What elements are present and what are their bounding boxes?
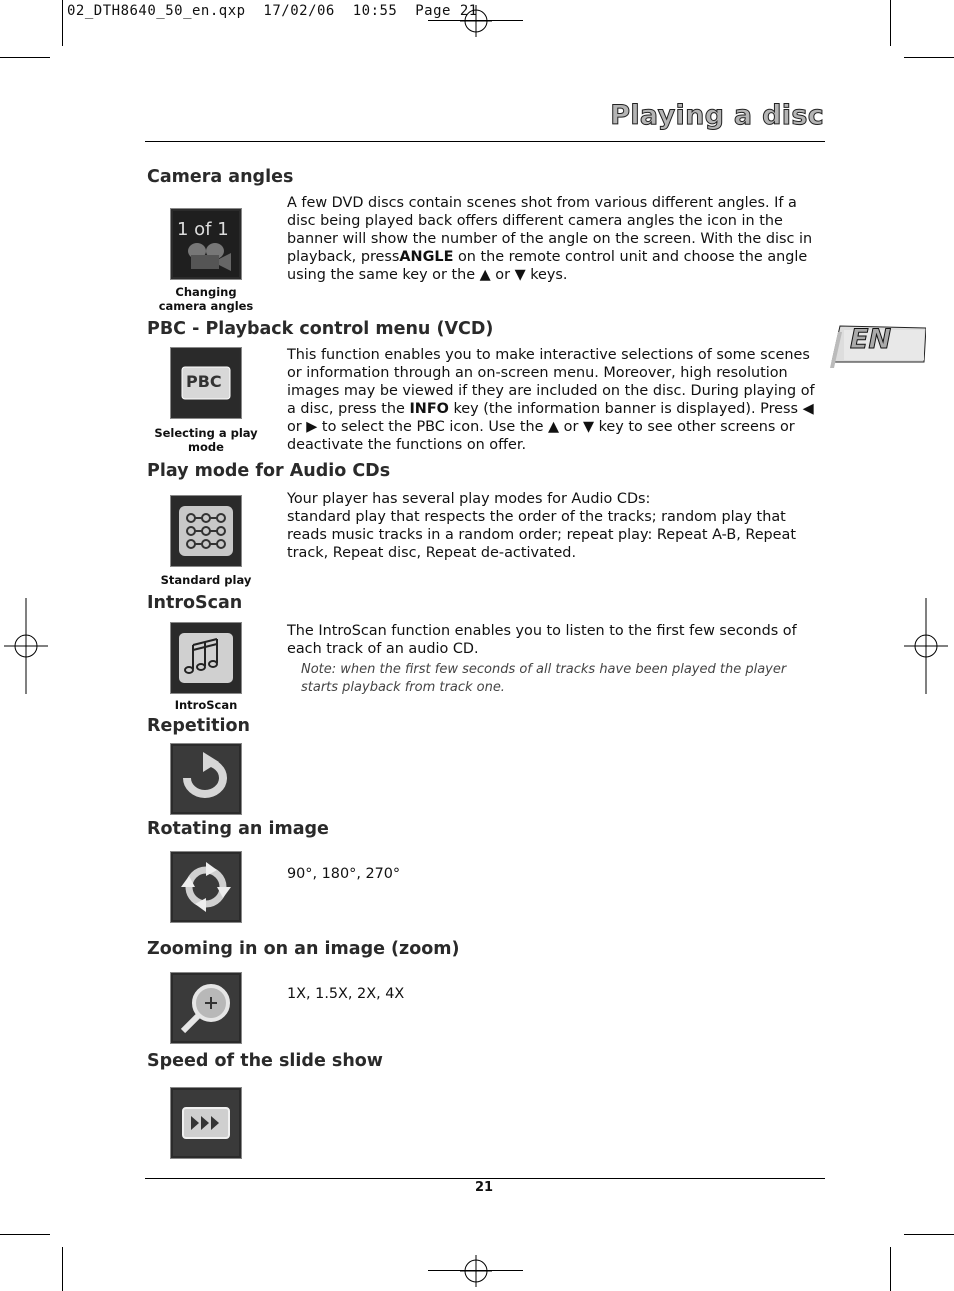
crop-mark: [0, 57, 50, 58]
introscan-text: The IntroScan function enables you to listen to the first few seconds of each track of an audio CD.: [287, 623, 797, 657]
registration-mark-left: [4, 598, 48, 694]
playmode-heading: Play mode for Audio CDs: [147, 461, 391, 481]
introscan-heading: IntroScan: [147, 593, 243, 613]
footer-rule: [145, 1178, 825, 1179]
crop-mark: [890, 0, 891, 46]
music-notes-icon: [170, 622, 242, 694]
camera-body-1: A few DVD discs contain scenes shot from various different angles. If a disc being played back offers different camera angles the icon in the banner will show the number of the angle on the screen. With the disc in playback, press: [287, 195, 813, 265]
standard-play-icon: [170, 495, 242, 567]
registration-mark-right: [904, 598, 948, 694]
camera-angles-caption: Changing camera angles: [158, 285, 254, 313]
rotate-heading: Rotating an image: [147, 819, 329, 839]
title-rule: [145, 141, 825, 142]
repeat-icon: [170, 743, 242, 815]
crop-mark: [62, 1247, 63, 1291]
crop-mark: [890, 1247, 891, 1291]
zoom-heading: Zooming in on an image (zoom): [147, 939, 460, 959]
slideshow-heading: Speed of the slide show: [147, 1051, 383, 1071]
pbc-body-1: This function enables you to make interactive selections of some scenes or information through an on-screen menu. Moreover, high resolution images may be viewed if they are included on the disc. During playing of a disc, press the: [287, 347, 815, 417]
camera-body-2: on the remote control unit and choose the angle using the same key or the ▲ or ▼ keys.: [287, 249, 808, 283]
camera-angle-icon-text: 1 of 1: [177, 219, 229, 240]
page-number: 21: [475, 1180, 494, 1195]
pbc-caption: Selecting a play mode: [154, 426, 258, 454]
pbc-text: [287, 346, 827, 454]
rotate-icon: [170, 851, 242, 923]
playmode-text: [287, 490, 827, 562]
registration-mark-top: [460, 5, 492, 37]
fast-forward-icon: [170, 1087, 242, 1159]
page-title: Playing a disc: [610, 100, 824, 131]
pbc-heading: PBC - Playback control menu (VCD): [147, 319, 494, 339]
introscan-note: Note: when the first few seconds of all tracks have been played the player starts playback from track one.: [301, 662, 787, 695]
crop-mark: [62, 0, 63, 46]
zoom-values: 1X, 1.5X, 2X, 4X: [287, 986, 405, 1002]
camera-angles-text: [287, 194, 827, 284]
angle-key: ANGLE: [399, 249, 454, 265]
pbc-icon-text: PBC: [186, 372, 222, 391]
registration-mark-bottom: [460, 1255, 492, 1287]
crop-mark: [904, 1234, 954, 1235]
playmode-body-line1: Your player has several play modes for Audio CDs:: [287, 491, 651, 507]
info-key: INFO: [409, 401, 449, 417]
crop-mark: [0, 1234, 50, 1235]
repetition-heading: Repetition: [147, 716, 250, 736]
playmode-body-line2: standard play that respects the order of the tracks; random play that reads music tracks in a random order; repeat play: Repeat A-B, Repeat track, Repeat disc, Repeat de-activated.: [287, 509, 796, 561]
pbc-icon: [170, 347, 242, 419]
camera-angle-icon: [170, 208, 242, 280]
language-tab: [828, 318, 926, 373]
pbc-body-2: key (the information banner is displayed). Press ◀ or ▶ to select the PBC icon. Use the ▲ or ▼ key to see other screens or deactivate the functions on offer.: [287, 401, 814, 453]
camera-angles-heading: Camera angles: [147, 167, 294, 187]
zoom-icon: [170, 972, 242, 1044]
rotate-values: 90°, 180°, 270°: [287, 866, 401, 882]
playmode-caption: Standard play: [160, 573, 252, 587]
introscan-caption: IntroScan: [174, 698, 238, 712]
language-tab-label: EN: [850, 324, 892, 355]
crop-mark: [904, 57, 954, 58]
print-slug: 02_DTH8640_50_en.qxp 17/02/06 10:55 Page 21: [67, 3, 478, 19]
